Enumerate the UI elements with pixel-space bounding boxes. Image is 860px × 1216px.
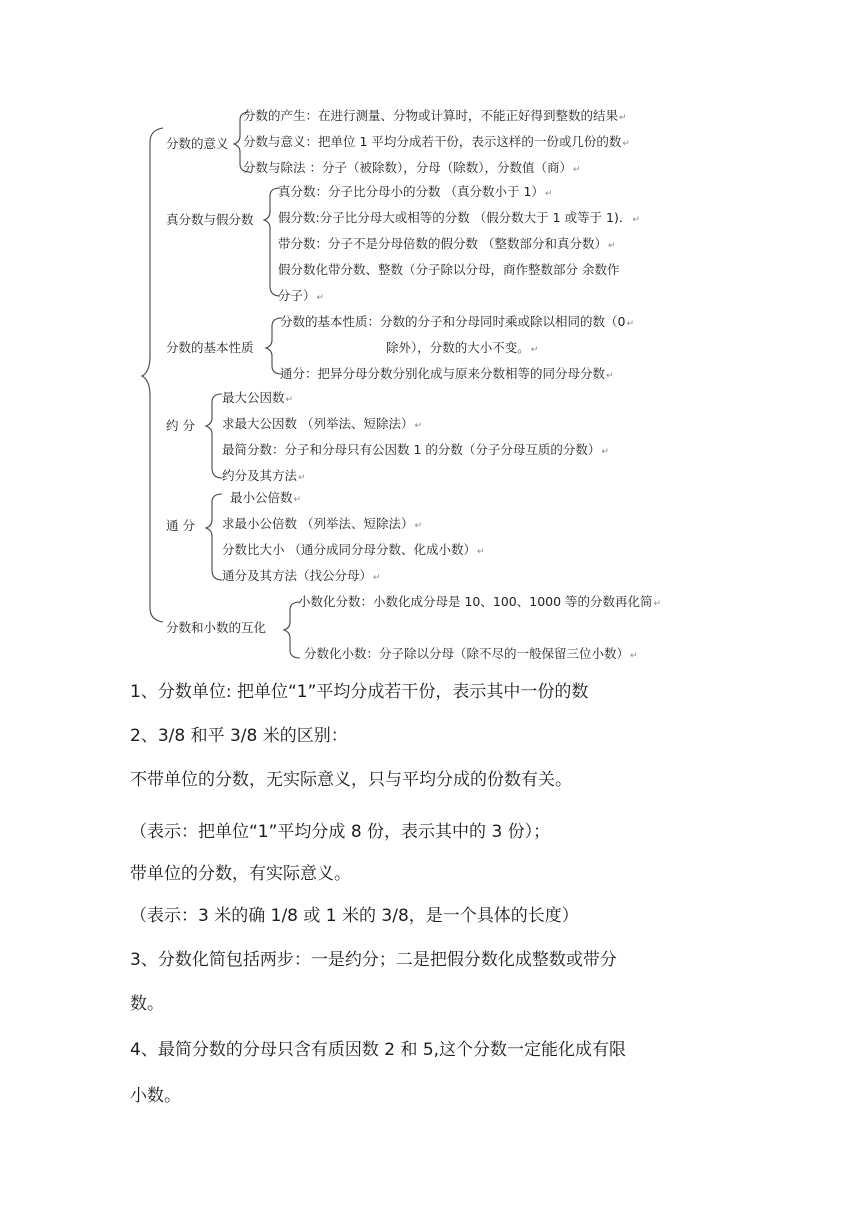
list-item: 除外），分数的大小不变。↵ — [386, 340, 539, 355]
list-item: 分数比大小 （通分成同分母分数、化成小数）↵ — [222, 542, 485, 557]
list-item: 通分及其方法（找公分母）↵ — [222, 568, 381, 583]
category-fraction-meaning: 分数的意义 — [166, 136, 229, 151]
category-proper-improper: 真分数与假分数 — [166, 212, 254, 227]
list-item: 分数与意义：把单位 1 平均分成若干份，表示这样的一份或几份的数↵ — [243, 134, 630, 149]
list-item: 带分数：分子不是分母倍数的假分数 （整数部分和真分数）↵ — [278, 236, 616, 251]
note-10: 小数。 — [130, 1086, 181, 1106]
list-item: 通分：把异分母分数分别化成与原来分数相等的同分母分数↵ — [280, 366, 614, 381]
list-item: 求最小公倍数 （列举法、短除法）↵ — [222, 516, 423, 531]
list-item: 最小公倍数↵ — [230, 490, 302, 505]
brace-group-5 — [206, 494, 222, 580]
list-item: 真分数：分子比分母小的分数 （真分数小于 1）↵ — [278, 184, 553, 199]
list-item: 分数与除法 ：分子（被除数），分母（除数），分数值（商）↵ — [243, 160, 581, 175]
outer-brace — [142, 128, 163, 622]
list-item: 求最大公因数 （列举法、短除法）↵ — [222, 416, 423, 431]
note-3: 不带单位的分数，无实际意义，只与平均分成的份数有关。 — [130, 770, 572, 790]
note-8: 数。 — [130, 994, 164, 1014]
list-item: 最大公因数↵ — [222, 390, 294, 405]
list-item: 小数化分数：小数化成分母是 10、100、1000 等的分数再化简↵ — [298, 594, 662, 609]
category-basic-property: 分数的基本性质 — [166, 340, 254, 355]
note-5: 带单位的分数，有实际意义。 — [130, 864, 351, 884]
brace-group-4 — [206, 394, 222, 478]
list-item: 分数化小数：分子除以分母（除不尽的一般保留三位小数）↵ — [304, 646, 638, 661]
category-common-denominator: 通 分 — [166, 518, 195, 533]
list-item: 假分数化带分数、整数（分子除以分母，商作整数部分 余数作 — [278, 262, 620, 277]
note-2: 2、3/8 和平 3/8 米的区别： — [130, 726, 348, 746]
category-fraction-decimal: 分数和小数的互化 — [166, 620, 267, 635]
category-reduction: 约 分 — [166, 418, 195, 433]
note-7: 3、分数化简包括两步：一是约分；二是把假分数化成整数或带分 — [130, 950, 617, 970]
note-6: （表示：3 米的确 1/8 或 1 米的 3/8，是一个具体的长度） — [130, 906, 579, 926]
list-item: 分子）↵ — [278, 288, 325, 303]
note-9: 4、最简分数的分母只含有质因数 2 和 5,这个分数一定能化成有限 — [130, 1040, 627, 1060]
list-item: 约分及其方法↵ — [222, 468, 306, 483]
list-item: 假分数:分子比分母大或相等的分数 （假分数大于 1 或等于 1)．↵ — [278, 210, 640, 225]
list-item: 分数的产生：在进行测量、分物或计算时，不能正好得到整数的结果↵ — [243, 108, 627, 123]
note-1: 1、分数单位: 把单位“1”平均分成若干份，表示其中一份的数 — [130, 682, 589, 702]
list-item: 分数的基本性质：分数的分子和分母同时乘或除以相同的数（0↵ — [280, 314, 635, 329]
note-4: （表示：把单位“1”平均分成 8 份，表示其中的 3 份）； — [130, 822, 551, 842]
list-item: 最简分数：分子和分母只有公因数 1 的分数（分子分母互质的分数）↵ — [222, 442, 609, 457]
